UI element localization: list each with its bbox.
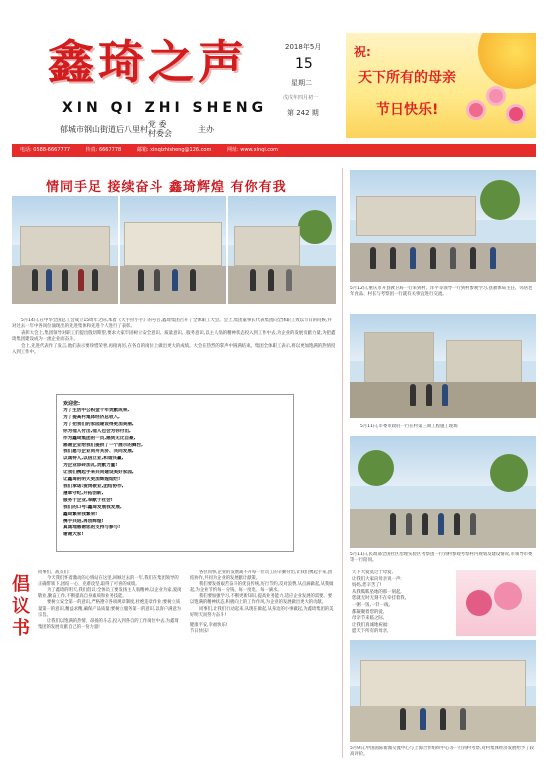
issue-lunar-date: 戊戌年四月初一 [283, 95, 319, 101]
proposal-paragraph: 我们要发扬艰苦奋斗的优良传统,厉行节约,反对浪费,从点滴做起,从我做起,为企业节约每一分钱、每一度电、每一滴水。 [190, 582, 334, 594]
proposal-paragraph: 各位同事,企业的发展离不开每一位员工的辛勤付出,让我们携起手来,团结协作,共同为企业的发展献计献策。 [190, 570, 333, 582]
poem-line: 一粥一饭,一针一线, [352, 602, 390, 608]
poem-line: 都凝聚着您的爱, [352, 609, 385, 615]
slogan-line: 感谢企业给我们提供了一个展示的舞台, [63, 442, 143, 448]
proposal-paragraph: 我们要加强学习,不断更新知识,提高业务能力,适应企业发展的需要。要以饱满的精神状态,积极向上的工作作风,为企业的发展做出更大的贡献。 [190, 594, 333, 606]
slogan-line: 鑫琦繁荣我繁荣! [63, 511, 98, 517]
banner-line-1: 祝: [354, 45, 371, 59]
contact-bar [12, 144, 536, 157]
poem-line: 您就无时无刻不在牵挂着我, [352, 596, 407, 602]
contact-phone: 电话: 0588-6667777 [20, 147, 71, 153]
poem-line: 妈妈,您辛苦了! [352, 583, 382, 589]
slogan-line: 谢谢大家! [63, 532, 84, 538]
sponsor-line [60, 120, 260, 138]
sponsor-village: 村委会 [148, 129, 172, 138]
slogan-line: 服务于企业,奉献于社会! [63, 497, 113, 503]
issue-info [279, 40, 337, 126]
contact-website: 网址: www.xinqi.com [226, 147, 278, 153]
article-paragraph: 5月14日,在中华全国总工会成立15周年之际,本着《大手拉小手》的号召,鑫琦集团召开了全体职工大会。会上,集团董事长代表集团向全体职工致以节日的问候,并对过去一年中各岗位涌现出的先进集体和先进个人进行了表彰。 [12, 318, 332, 330]
page-headline: 情同手足 接续奋斗 鑫琦辉煌 有你有我 [46, 180, 287, 195]
slogan-line: 我们承诺:爱岗敬业,团结协作, [63, 483, 124, 489]
proposal-column-2 [190, 570, 336, 760]
photo-construction-site [350, 314, 536, 418]
photo-meeting-2 [120, 196, 226, 304]
sponsor-host: 主办 [198, 125, 214, 134]
poem-line: 节日快乐! [190, 628, 209, 634]
poem-line: 让我们真诚地祝福: [352, 622, 389, 628]
proposal-column-1 [38, 570, 182, 760]
newspaper-title: 鑫琦之声 [48, 35, 248, 89]
mothers-day-poem [352, 570, 452, 636]
proposal-paragraph: 为了鑫琦的明天,我们倡议:全体员工要发扬主人翁精神,以企业为家,爱岗敬业,勤奋工作,不断提高自身素质和业务技能。 [38, 588, 182, 600]
banner-line-2: 天下所有的母亲 [358, 70, 456, 86]
proposal-poem-tail [190, 623, 336, 635]
photo-meeting-1 [12, 196, 118, 304]
masthead [0, 0, 548, 160]
caption-visit-1: 5月12日,重庆市开县教卫局一行来到村、洋平等领导一行到村参观学习,县教体局主任、邻居老年食品、村长与考察团一行就有关事宜进行交流。 [350, 286, 533, 297]
poem-line: 从我呱呱坠地的那一刻起, [352, 589, 402, 595]
sponsor-org: 郁城市钢山街道后八里村 [60, 125, 148, 134]
slogan-line: 为企业添砖加瓦,贡献力量! [63, 463, 118, 469]
article-paragraph: 表彰大会上,集团领导对职工们提出殷切期望,要求大家牢固树立安全意识、质量意识、服务意识,以主人翁的精神状态投入到工作中去,为企业的发展贡献力量,为把鑫琦集团建设成为一流企业而奋斗。 [12, 330, 336, 343]
column-divider [342, 168, 343, 758]
proposal-label: 倡议书 [12, 574, 30, 639]
slogan-line: 我们的口号:鑫琦发展我发展, [63, 504, 122, 510]
slogan-line: 真诚地感谢您的支持与参与! [63, 525, 121, 531]
poem-line: 让我们大家向母亲说一声: [352, 576, 402, 582]
caption-construction: 5月11日,市委市政府一行在村第三期工程施工现场 [360, 424, 458, 429]
photo-meeting-3 [228, 196, 336, 304]
proposal-paragraph: 今天我们怀着激动的心情站在这里,回顾过去的一年,我们在集团领导的正确带领下,团结一心、克难攻坚,取得了可喜的成绩。 [38, 576, 179, 588]
photo-visit-2 [350, 436, 536, 548]
photo-visit-3 [350, 640, 536, 742]
issue-page-number: 第 242 期 [287, 109, 319, 117]
sponsor-bodies [148, 120, 172, 138]
photo-visit-1 [350, 170, 536, 282]
poem-line: 健康平安,幸福快乐! [190, 622, 228, 628]
banner-line-3: 节日快乐! [376, 102, 439, 118]
mothers-day-banner [346, 33, 536, 138]
proposal-paragraph: 让我们以饱满的热情、昂扬的斗志,投入到各自的工作岗位中去,为鑫琦集团的发展贡献自己的一份力量! [38, 618, 179, 630]
newspaper-pinyin: XIN QI ZHI SHENG [62, 100, 268, 116]
slogan-box [56, 394, 294, 552]
issue-weekday: 星期二 [291, 79, 312, 87]
slogan-line: 我们愿与企业同舟共济、共同发展, [63, 449, 134, 455]
proposal-paragraph: 同事们,让我们行动起来,从现在做起,从身边的小事做起,为鑫琦集团的美好明天而努力奋斗! [190, 606, 334, 618]
article-paragraph: 会上,先进代表作了发言,他们表示要珍惜荣誉,再接再厉,在各自的岗位上做出更大的成绩。大会在热烈的掌声中圆满结束。集团全体职工表示,将以更加饱满的热情投入到工作中。 [12, 343, 336, 356]
slogan-line: 让我们携起手来共同建设美好家园, [63, 470, 134, 476]
slogan-line: 为了把我们的家园建设得更加美丽, [63, 421, 134, 427]
slogan-title: 欢迎您: [63, 401, 80, 407]
issue-date: 2018年5月 [285, 43, 322, 51]
poem-line: 愿天下所有的母亲, [352, 629, 389, 635]
contact-fax: 传真: 6667778 [85, 147, 122, 153]
slogan-line: 遵章守纪,开拓创新, [63, 490, 104, 496]
proposal-paragraph: 要树立安全第一的意识,严格遵守各项规章制度,杜绝违章作业;要树立质量第一的意识,精益求精,确保产品质量;要树立服务第一的意识,以客户满意为宗旨。 [38, 600, 182, 618]
poem-line: 天下大爱莫过于母爱, [352, 570, 393, 575]
sponsor-party: 党 委 [148, 120, 167, 129]
flower-decoration-icon [462, 74, 532, 134]
slogan-line: 让鑫琦的明天更加辉煌灿烂! [63, 477, 121, 483]
proposal-salute: 同事们、战友们: [38, 570, 70, 575]
slogan-line: 携手共进,再创辉煌! [63, 518, 104, 524]
slogan-line: 为了生活中公积金十年贡献成果, [63, 408, 130, 413]
caption-visit-3: 5月9日,中国国际新闻交流中心与上海合作组织中心等一行到村考察,对村集体经济发展给予了较高评价。 [350, 746, 535, 757]
photo-flowers [456, 570, 536, 636]
slogan-line: 作为鑫琦集团的一员,感到无比自豪, [63, 435, 136, 441]
issue-day-number: 15 [295, 56, 313, 72]
contact-email: 邮箱: xinqizhisheng@126.com [136, 147, 212, 153]
slogan-lines [63, 408, 289, 539]
slogan-line: 以诚待人,以信立业,和谐共赢, [63, 456, 124, 462]
slogan-line: 你为他人付出,他人也会为你付出, [63, 428, 131, 434]
poem-line: 母亲节来临之际, [352, 616, 385, 622]
slogan-line: 为了提高村集体经济总收入, [63, 414, 120, 420]
caption-visit-2: 5月11日,民政部全国社区治理实验区考察团一行到村参观考察村内规划及建设情况,市领导市委等一行陪同。 [350, 552, 533, 563]
